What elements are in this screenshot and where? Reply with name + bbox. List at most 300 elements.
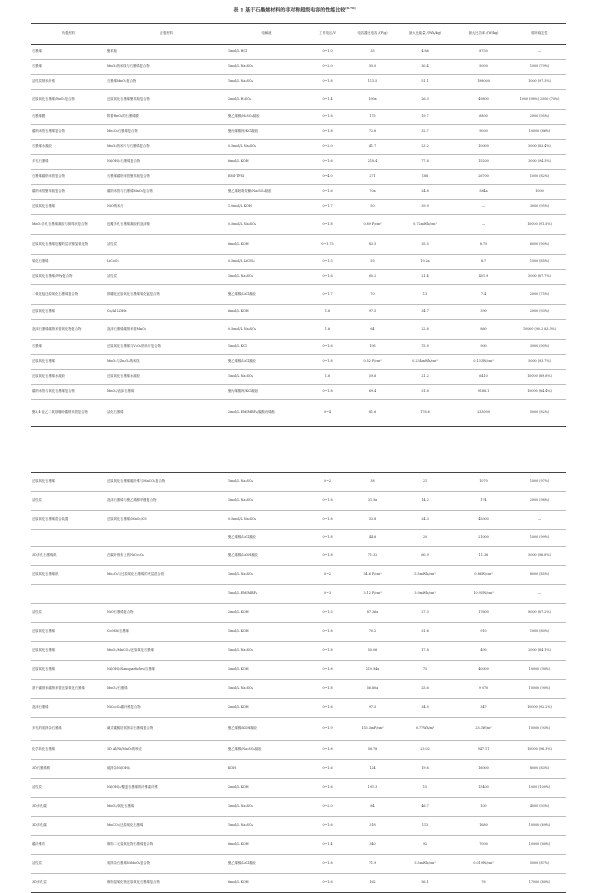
table-cell: 191.3 — [349, 779, 396, 798]
table-cell: 1mol/L Na₂SO₄ — [227, 60, 306, 75]
table-row — [31, 140, 566, 155]
table-cell: 584a — [454, 185, 513, 200]
table-cell: 81.6 — [349, 400, 396, 427]
table-cell: 218.4 — [349, 155, 396, 170]
table-row — [31, 642, 566, 661]
table-cell: 58.78 — [349, 741, 396, 760]
table-cell: 0.89 F/cm² — [349, 215, 396, 235]
table-row — [31, 270, 566, 285]
table-row — [31, 855, 566, 874]
table-cell: 3D石墨烯网 — [31, 760, 106, 779]
table-cell: 还原氧化石墨烯/PPy复合物 — [31, 270, 106, 285]
table-cell: 5000 (83.4%) — [513, 140, 566, 155]
table-row — [31, 185, 566, 200]
table-row — [31, 530, 566, 547]
table-cell: 1.6 — [306, 320, 349, 340]
table-cell: 0~1.9 — [306, 718, 349, 741]
table-cell: 0.5mol/L Na₂SO₄ — [227, 215, 306, 235]
table-cell: 188 — [396, 170, 454, 185]
table-row — [31, 235, 566, 255]
table-cell — [106, 530, 227, 547]
table-row — [31, 718, 566, 741]
table-cell: 55.0 — [349, 60, 396, 75]
table-cell: 聚乙烯吡咯烷酮/Na₂SO₄凝胶 — [227, 185, 306, 200]
table-cell: 1.6 — [306, 305, 349, 320]
table-cell: 0~1.6 — [306, 340, 349, 355]
table-cell: 1mol/L Na₂SO₄ — [227, 798, 306, 817]
table-cell: 31.5a — [349, 492, 396, 511]
table-cell: 0~1.5 — [306, 255, 349, 270]
table-cell: 活性炭 — [31, 855, 106, 874]
table-cell: 24.3 — [396, 511, 454, 530]
table-row — [31, 874, 566, 893]
table-cell: 64 — [349, 320, 396, 340]
table-cell: 2000 (84.1%) — [513, 642, 566, 661]
table-cell: 8000 (87.2%) — [513, 604, 566, 623]
table-cell: 0~1.8 — [306, 680, 349, 699]
table-cell: 210.94a — [349, 661, 396, 680]
table-row — [31, 385, 566, 400]
table-cell: 3000 (90%) — [513, 340, 566, 355]
table-cell: 活性炭 — [106, 235, 227, 255]
table-cell: 碳纳米管与石墨烯MnO₂复合物 — [106, 185, 227, 200]
table-cell: 100 — [454, 798, 513, 817]
table-cell: 32.7 — [396, 125, 454, 140]
table-cell: 1mol/L Na₂SO₄ — [227, 370, 306, 385]
table-cell: 8000 (83%) — [513, 760, 566, 779]
table-cell: Ni(OH)₂/覆盖石墨烯的纤维素纤维 — [106, 779, 227, 798]
table-cell: 6800 — [454, 110, 513, 125]
table-cell: 1000 — [513, 185, 566, 200]
table-cell: 22.8 — [396, 320, 454, 340]
table-cell: EMI-TFSI — [227, 170, 306, 185]
table-cell: 162 — [349, 874, 396, 893]
table-cell: 还原氧化石墨烯与V₂O₅纳米片复合物 — [106, 340, 227, 355]
table-cell: 900 — [454, 340, 513, 355]
table-cell: 0~1.8 — [306, 75, 349, 90]
table-cell: 0~1.6 — [306, 155, 349, 170]
table-cell: 碳纤维布 — [31, 836, 106, 855]
table-cell: — — [513, 511, 566, 530]
table-cell: 19.6 — [396, 760, 454, 779]
table-row — [31, 305, 566, 320]
table-row — [31, 492, 566, 511]
table-cell: 113.5 — [349, 75, 396, 90]
table-cell: Mn₃O₄与还原氧化石墨烯的夹层混合纸 — [106, 566, 227, 585]
table-cell: 7.4 — [454, 285, 513, 305]
table-cell: 3D多孔石墨烯纸 — [31, 547, 106, 566]
table-cell: 还原氧化石墨烯水凝胶 — [106, 370, 227, 385]
table-cell: 3D多孔碳 — [31, 817, 106, 836]
table-cell: 97.5 — [349, 305, 396, 320]
table-cell: 2000 (75%) — [513, 285, 566, 305]
table-row — [31, 340, 566, 355]
table-cell: 1500 (85%) — [513, 255, 566, 270]
table-cell: 1mol/L Na₂SO₄ — [227, 75, 306, 90]
table-cell: 8.75 — [454, 235, 513, 255]
performance-table-part2 — [31, 472, 566, 893]
table-cell: 5.5mWh/cm³ — [396, 566, 454, 585]
table-cell: 21.4 — [396, 270, 454, 285]
table-cell: 195 — [349, 340, 396, 355]
table-cell: 0.133W/cm³ — [454, 355, 513, 370]
table-cell: 34.7 — [396, 305, 454, 320]
table-cell: 0~1.6 — [306, 817, 349, 836]
table-cell: 60.9 — [396, 547, 454, 566]
table-cell: 2mol/L KOH — [227, 604, 306, 623]
table-cell: 0~1.8 — [306, 385, 349, 400]
table-cell: 0.77Wh/m² — [396, 718, 454, 741]
table-cell: 聚3,4-亚乙二氧基噻吩碳纳米管复合物 — [31, 400, 106, 427]
table-cell: 0~1.5 — [306, 604, 349, 623]
table-cell: 多孔石墨烯 — [31, 155, 106, 170]
table-row — [31, 200, 566, 215]
table-row — [31, 836, 566, 855]
table-cell: 碱式碳酸钴氮掺杂石墨烯复合物 — [106, 718, 227, 741]
table-cell: 石墨烯水凝胶 — [31, 140, 106, 155]
table-cell: 44.6 — [349, 530, 396, 547]
table-row — [31, 155, 566, 170]
table-cell: 87.36a — [349, 604, 396, 623]
table-cell: 31.8 — [396, 385, 454, 400]
table-cell: 1.6 — [306, 370, 349, 385]
performance-table-part1 — [31, 23, 566, 427]
table-cell: 51.1 — [396, 75, 454, 90]
table-cell: 10000 (86%) — [513, 125, 566, 140]
table-cell: 8.7 — [454, 255, 513, 270]
table-cell: 17.8 — [396, 642, 454, 661]
table-cell: 还原氧化石墨烯 — [31, 305, 106, 320]
table-cell: 0.5mol/L Na₂SO₄ — [227, 140, 306, 155]
table-cell: 聚乙烯醇/LiCl凝胶 — [227, 285, 306, 305]
table-cell: 40000 — [454, 661, 513, 680]
table-cell: 10000 (84.4%) — [513, 385, 566, 400]
table-cell: 多孔的氮掺杂石墨烯 — [31, 718, 106, 741]
table-cell: 活性炭 — [106, 270, 227, 285]
table-cell: 还原氧化石墨烯 — [31, 661, 106, 680]
table-cell: 包覆多孔石墨烯凝胶的泡沫镍 — [106, 215, 227, 235]
table-cell: 21 — [396, 473, 454, 492]
table-cell: 0~2 — [306, 566, 349, 585]
table-cell: 泡沫石墨烯与聚乙烯醇甲醛复合物 — [106, 492, 227, 511]
table-cell: 69.4 — [349, 385, 396, 400]
table-cell: 153.3mF/cm² — [349, 718, 396, 741]
table-row — [31, 699, 566, 718]
table-cell: 5000 — [454, 60, 513, 75]
table-cell: 15400 — [454, 779, 513, 798]
table-cell: 5000 (93.7%) — [513, 355, 566, 370]
table-cell: 0~1.7 — [306, 200, 349, 215]
table-cell: 0~1.8 — [306, 355, 349, 370]
table-cell: 0~1.8 — [306, 547, 349, 566]
table-cell: 6mol/L KOH — [227, 836, 306, 855]
table-cell: 0.52 F/cm² — [349, 355, 396, 370]
table-cell: 0~1.8 — [306, 492, 349, 511]
table-cell: MnO₂/MnCO₃/还原氧化石墨烯 — [106, 642, 227, 661]
table-cell: 76 — [454, 874, 513, 893]
table-cell: 41.7 — [349, 140, 396, 155]
table-cell: NiO纳米片 — [106, 200, 227, 215]
table-cell: 基于碳纳米碳纳米管还原氧化石墨烯 — [31, 680, 106, 699]
table-cell: 聚乙烯醇/KOH凝胶 — [227, 718, 306, 741]
table-cell: 8750 — [454, 45, 513, 60]
table-cell: 0~1.8 — [306, 741, 349, 760]
table-cell: 聚苯胺 — [106, 45, 227, 60]
table-row — [31, 75, 566, 90]
table-cell: 23.02 — [396, 741, 454, 760]
table-cell: 7000 — [454, 836, 513, 855]
table-row — [31, 604, 566, 623]
table-cell: 5000 (96.8%) — [513, 547, 566, 566]
table-cell: MnCO₃/还原氧化石墨烯 — [106, 817, 227, 836]
table-row — [31, 60, 566, 75]
table-cell: 70a — [349, 185, 396, 200]
table-row — [31, 741, 566, 760]
table-cell: 还原氧化石墨烯 — [31, 355, 106, 370]
table-cell: 10000 (90%) — [513, 680, 566, 699]
table-cell: 0.72mWh/cm³ — [396, 215, 454, 235]
table-cell: 46.7 — [396, 798, 454, 817]
table-cell: 聚丙烯酸钾/KCl凝胶 — [227, 125, 306, 140]
table-cell: 1mol/L KCl — [227, 340, 306, 355]
column-header: 电容器比电容 /(F/g) — [349, 24, 396, 45]
table-cell: 10000 (96.3%) — [513, 741, 566, 760]
table-row — [31, 255, 566, 270]
table-cell: 掺硼化还原氧化石墨烯氧化锰复合物 — [106, 285, 227, 305]
table-cell: 1000 (97.3%) — [513, 75, 566, 90]
table-cell: MnO₂多孔石墨烯凝胶与微珠状复合物 — [31, 215, 106, 235]
table-cell: 10000 (93%) — [513, 718, 566, 741]
table-cell: 10000 (90%) — [513, 661, 566, 680]
table-cell: 2000 (98%) — [513, 492, 566, 511]
table-cell: 175 — [349, 110, 396, 125]
table-cell: 45000 — [454, 511, 513, 530]
table-cell: 1mol/L Na₂SO₄ — [227, 680, 306, 699]
table-row — [31, 760, 566, 779]
table-cell: 11.36 — [454, 547, 513, 566]
table-cell: 聚乙烯醇/LiCl凝胶 — [227, 355, 306, 370]
table-cell: 17600 — [454, 604, 513, 623]
column-header: 正极材料 — [106, 24, 227, 45]
table-cell: 活性炭 — [31, 779, 106, 798]
table-cell: 84 — [349, 798, 396, 817]
table-cell: 1000 (98%) 2500 (70%) — [513, 90, 566, 110]
table-cell: 石墨烯碳纳米管聚苯胺复合物 — [106, 170, 227, 185]
table-cell: 1000 (79%) — [513, 60, 566, 75]
table-cell: 石墨烯 — [31, 340, 106, 355]
table-cell: 还原氧化石墨烯/RuO₂复合物 — [31, 90, 106, 110]
table-cell — [106, 585, 227, 604]
table-cell: 340 — [349, 836, 396, 855]
table-cell: 10000 (92.2%) — [513, 699, 566, 718]
table-cell: 30.4 — [396, 60, 454, 75]
table-cell: 1mol/L KOH — [227, 623, 306, 642]
table-cell: 9188.1 — [454, 385, 513, 400]
table-cell: 35 — [349, 45, 396, 60]
table-cell: 10000 (91.5%) — [513, 215, 566, 235]
table-cell: MnO₂纳米片与石墨烯复合物 — [106, 140, 227, 155]
table-cell: 20 — [396, 530, 454, 547]
table-cell: 1mol/L Na₂SO₄ — [227, 642, 306, 661]
table-cell: 6mol/L KOH — [227, 235, 306, 255]
table-cell: 碳纳米管与氧化石墨烯复合物 — [31, 385, 106, 400]
table-cell: 聚乙烯醇/H₂SO₄凝胶 — [227, 110, 306, 125]
table-cell: 二氧化锰还原氧化石墨烯复合物 — [31, 285, 106, 305]
table-cell: 17000 (80%) — [513, 874, 566, 893]
table-cell: 在碳纤维布上的NiCo₂O₄ — [106, 547, 227, 566]
table-cell: 1mol/L Na₂SO₄ — [227, 473, 306, 492]
table-cell: 0~1.6 — [306, 760, 349, 779]
table-cell: 0~2 — [306, 473, 349, 492]
table-cell: MnO₂/石墨烯 — [106, 680, 227, 699]
table-cell: Co9S8/石墨烯 — [106, 623, 227, 642]
table-row — [31, 355, 566, 370]
table-row — [31, 215, 566, 235]
table-cell: 1680 — [454, 817, 513, 836]
table-cell: 3.12 F/cm³ — [349, 585, 396, 604]
table-cell: 0~4.0 — [306, 170, 349, 185]
table-cell: 还原氧化石墨烯碳纤维与MnCO₃复合物 — [106, 473, 227, 492]
table-cell: 0.234mWh/cm³ — [396, 355, 454, 370]
table-row — [31, 370, 566, 385]
table-cell: Mn₃O₄石墨烯复合物 — [106, 125, 227, 140]
table-cell: 24.8 — [396, 185, 454, 200]
table-cell: 70.2 — [349, 623, 396, 642]
table-cell: 还原氧化石墨烯聚苯胺复合物 — [106, 90, 227, 110]
table-cell: 26.3 — [396, 90, 454, 110]
table-cell: 124 — [349, 760, 396, 779]
table-row — [31, 110, 566, 125]
table-cell: 0~1.8 — [306, 530, 349, 547]
table-cell: 390 — [454, 305, 513, 320]
table-cell: 1000 (99%) — [513, 530, 566, 547]
table-cell: 2000 (93%) — [513, 305, 566, 320]
table-row — [31, 170, 566, 185]
table-cell: 附着RuO₂的石墨烯膜 — [106, 110, 227, 125]
table-cell: 21000 — [454, 530, 513, 547]
table-cell: KOH — [227, 760, 306, 779]
table-cell: 3.5mWh/cm³ — [396, 855, 454, 874]
table-cell: 113 — [396, 817, 454, 836]
table-row — [31, 125, 566, 140]
table-cell: 1070 — [454, 473, 513, 492]
table-cell: 0~1.7 — [306, 285, 349, 305]
table-cell: 碳纳米管石墨烯复合物 — [31, 125, 106, 140]
table-cell: 54.6 F/cm³ — [349, 566, 396, 585]
table-cell: 10000 — [454, 140, 513, 155]
table-cell: 2mol/L EMIMBF₄/碳酸丙烯酯 — [227, 400, 306, 427]
table-row — [31, 400, 566, 427]
table-cell: 1mol/L Na₂SO₄ — [227, 270, 306, 285]
table-cell: 9000 — [454, 125, 513, 140]
table-row — [31, 661, 566, 680]
table-cell: 3000 (94.3%) — [513, 155, 566, 170]
table-cell: 50.06 — [349, 642, 396, 661]
table-cell: 0~1.8 — [306, 642, 349, 661]
table-cell: 59.6 — [349, 370, 396, 385]
table-cell: 聚乙烯醇/LiCl凝胶 — [227, 530, 306, 547]
table-cell: 2mol/L H₂SO₄ — [227, 90, 306, 110]
table-cell: 5000 (87.7%) — [513, 270, 566, 285]
table-cell: 39.9 — [396, 200, 454, 215]
table-cell: 0~1.75 — [306, 235, 349, 255]
table-cell: 0~1.8 — [306, 855, 349, 874]
table-cell: 1mol/L Na₂SO₄ — [227, 566, 306, 585]
table-cell: 6410 — [454, 370, 513, 385]
table-cell: 947.11 — [454, 741, 513, 760]
table-cell: 聚乙烯醇/LiOH凝胶 — [227, 547, 306, 566]
table-cell: 6mol/L KOH — [227, 305, 306, 320]
table-cell: 10000 (89.6%) — [513, 370, 566, 385]
table-cell: 石墨烯碳纳米管复合物 — [31, 170, 106, 185]
table-cell: 聚丙烯酸钾/KCl凝胶 — [227, 385, 306, 400]
column-header: 负极材料 — [31, 24, 106, 45]
table-cell: 0~1.6 — [306, 185, 349, 200]
table-cell: 硫掺杂Ni(OH)₂ — [106, 760, 227, 779]
table-cell: 2mol/L KOH — [227, 779, 306, 798]
table-cell: 还原氧化石墨烯 — [31, 642, 106, 661]
table-cell: 1000 (82%) — [513, 170, 566, 185]
table-cell: 活性炭纳米纤维 — [31, 75, 106, 90]
table-cell: 0~1.6 — [306, 874, 349, 893]
table-cell: 5000 (82%) — [513, 400, 566, 427]
table-cell: 318 — [349, 817, 396, 836]
table-cell: 4000 (93%) — [513, 798, 566, 817]
table-cell: 2mol/L KOH — [227, 699, 306, 718]
table-cell: 10000 (80%) — [513, 836, 566, 855]
table-cell: 451.9 — [454, 270, 513, 285]
table-cell: 还原氧化石墨烯 — [31, 623, 106, 642]
table-cell: 泡沫石墨烯 — [31, 699, 106, 718]
table-cell: MnO₂与Zn₂O₄纳米线 — [106, 355, 227, 370]
table-cell: 泡沫石墨烯碳纳米管MnO₂ — [106, 320, 227, 340]
table-cell: 26700 — [454, 170, 513, 185]
table-cell: 0~1.6 — [306, 699, 349, 718]
table-cell: 石墨烯 — [31, 45, 106, 60]
table-row — [31, 680, 566, 699]
table-cell: 100a — [349, 90, 396, 110]
table-row — [31, 547, 566, 566]
table-cell: 0~2.0 — [306, 798, 349, 817]
table-cell: 56.1 — [396, 874, 454, 893]
table-cell: 233000 — [454, 400, 513, 427]
table-cell: 38 — [349, 473, 396, 492]
table-cell: 198000 — [454, 75, 513, 90]
table-cell: 75 — [396, 661, 454, 680]
table-cell: 23.2 — [396, 140, 454, 155]
table-cell: MnO₂/泡沫石墨烯 — [106, 385, 227, 400]
table-cell: — — [454, 215, 513, 235]
table-cell: 0.86W/cm³ — [454, 566, 513, 585]
table-cell: 21.2 — [396, 370, 454, 385]
table-cell: 1mol/L Na₂SO₄ — [227, 492, 306, 511]
table-cell: 还原氧化石墨烯纸 — [31, 566, 106, 585]
table-cell: 1.0mol/L KOH — [227, 200, 306, 215]
table-cell: 2mol/L KOH — [227, 661, 306, 680]
table-cell: 0~1.4 — [306, 836, 349, 855]
table-cell: 10000 (69%) — [513, 817, 566, 836]
table-cell: 聚乙烯醇/LiCl凝胶 — [227, 855, 306, 874]
table-cell: 72.6 — [349, 125, 396, 140]
table-cell: Co/Al LDHs — [106, 305, 227, 320]
table-cell: 59 — [349, 255, 396, 270]
table-cell: 0~3 — [306, 585, 349, 604]
table-cell: 6mol/L KOH — [227, 874, 306, 893]
column-header: 电解液 — [227, 24, 306, 45]
table-cell: 0~1.8 — [306, 110, 349, 125]
column-header: 循环稳定性 — [513, 24, 566, 45]
table-cell: 15 — [396, 779, 454, 798]
